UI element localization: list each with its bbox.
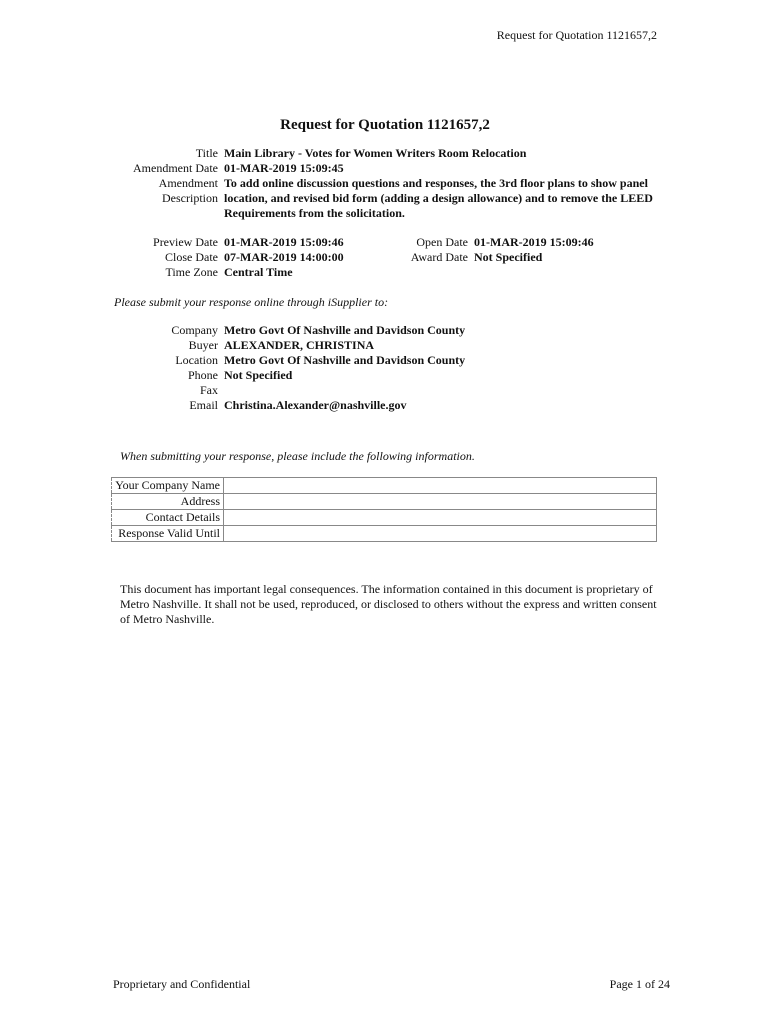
summary-value: To add online discussion questions and responses, the 3rd floor plans to show panel location, and revised bid form (adding a design allowance) and to remove the LEED Requirements from the solicitation.	[224, 176, 653, 220]
response-info-table	[111, 477, 657, 542]
date-label: Time Zone	[165, 265, 218, 279]
date-label: Close Date	[165, 250, 218, 264]
contact-label: Fax	[200, 383, 218, 397]
table-row	[112, 478, 657, 494]
summary-block	[120, 146, 660, 221]
summary-label: Amendment Date	[133, 161, 218, 175]
contact-row	[120, 368, 660, 383]
contact-row	[120, 323, 660, 338]
date-value: Not Specified	[474, 250, 543, 264]
contact-value: Not Specified	[224, 368, 293, 382]
contact-value: ALEXANDER, CHRISTINA	[224, 338, 375, 352]
contact-row	[120, 353, 660, 368]
table-label: Response Valid Until	[112, 526, 224, 542]
submit-note: Please submit your response online through iSupplier to:	[114, 295, 389, 309]
running-header: Request for Quotation 1121657,2	[496, 28, 657, 42]
date-value: 07-MAR-2019 14:00:00	[224, 250, 344, 264]
contact-label: Company	[171, 323, 218, 337]
date-value: 01-MAR-2019 15:09:46	[224, 235, 344, 249]
date-value: 01-MAR-2019 15:09:46	[474, 235, 594, 249]
table-row	[112, 526, 657, 542]
contact-label: Email	[189, 398, 218, 412]
legal-notice: This document has important legal consequences. The information contained in this document is proprietary of Metro Nashville. It shall not be used, reproduced, or disclosed to others without the express and written consent of Metro Nashville.	[120, 582, 657, 626]
table-input-cell[interactable]	[224, 494, 657, 510]
document-title: Request for Quotation 1121657,2	[280, 117, 490, 133]
contact-row	[120, 338, 660, 353]
page-number: Page 1 of 24	[609, 977, 670, 991]
include-note: When submitting your response, please include the following information.	[120, 449, 475, 463]
date-row	[380, 250, 660, 265]
contact-label: Location	[175, 353, 218, 367]
contact-label: Phone	[188, 368, 218, 382]
date-label: Preview Date	[153, 235, 218, 249]
table-label: Address	[112, 494, 224, 510]
summary-row	[120, 161, 660, 176]
date-value: Central Time	[224, 265, 293, 279]
date-row	[120, 265, 660, 280]
table-row	[112, 510, 657, 526]
summary-value: 01-MAR-2019 15:09:45	[224, 161, 344, 175]
table-input-cell[interactable]	[224, 510, 657, 526]
table-input-cell[interactable]	[224, 526, 657, 542]
table-label: Your Company Name	[112, 478, 224, 494]
contact-email-value[interactable]: Christina.Alexander@nashville.gov	[224, 398, 407, 412]
contact-row	[120, 383, 660, 398]
summary-row	[120, 146, 660, 161]
contact-row	[120, 398, 660, 413]
footer-confidential: Proprietary and Confidential	[113, 977, 251, 991]
contact-label: Buyer	[188, 338, 218, 352]
table-label: Contact Details	[112, 510, 224, 526]
summary-label: Title	[195, 146, 218, 160]
summary-row	[120, 176, 660, 221]
date-label: Award Date	[410, 250, 468, 264]
summary-value: Main Library - Votes for Women Writers Room Relocation	[224, 146, 527, 160]
table-input-cell[interactable]	[224, 478, 657, 494]
summary-label: Amendment Description	[158, 176, 218, 205]
contact-value: Metro Govt Of Nashville and Davidson County	[224, 323, 466, 337]
dates-right	[380, 235, 660, 265]
date-row	[380, 235, 660, 250]
date-label: Open Date	[416, 235, 468, 249]
contact-block	[120, 323, 660, 413]
table-row	[112, 494, 657, 510]
contact-value: Metro Govt Of Nashville and Davidson County	[224, 353, 466, 367]
